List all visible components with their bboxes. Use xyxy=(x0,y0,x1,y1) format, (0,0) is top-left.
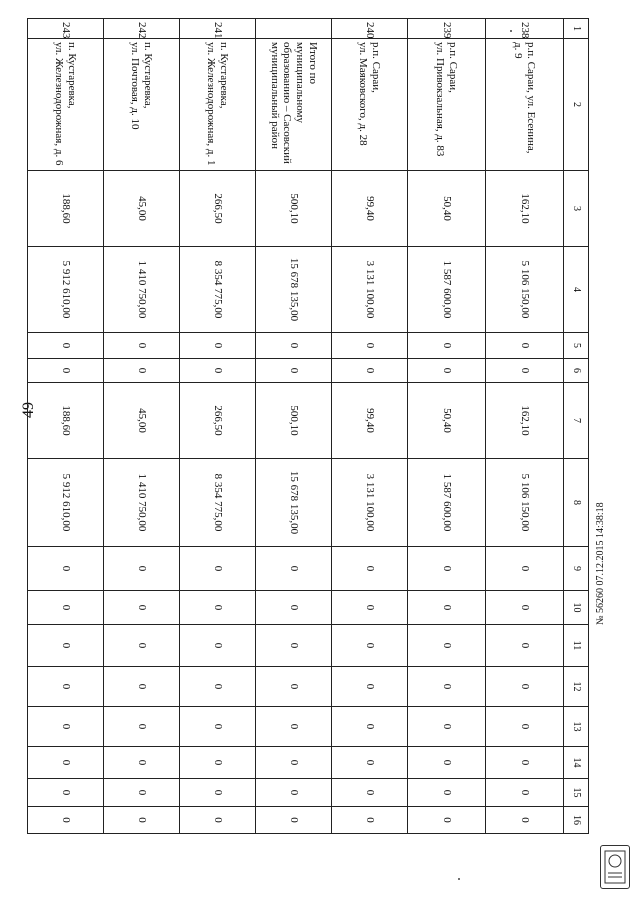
area: 45,00 xyxy=(104,171,180,247)
address: п. Кустаревка, ул. Железнодорожная, д. 1 xyxy=(180,39,256,171)
area: 500,10 xyxy=(256,171,332,247)
cell-value: 0 xyxy=(28,591,104,625)
sum: 8 354 775,00 xyxy=(180,247,256,333)
table-row xyxy=(256,19,332,834)
column-number: 12 xyxy=(564,667,589,707)
cell-value: 0 xyxy=(104,747,180,779)
cell-value: 0 xyxy=(332,359,408,383)
sum: 5 106 150,00 xyxy=(486,459,564,547)
cell-value: 0 xyxy=(180,707,256,747)
table-row xyxy=(104,19,180,834)
cell-value: 0 xyxy=(104,779,180,807)
area: 188,60 xyxy=(28,171,104,247)
cell-value: 0 xyxy=(332,747,408,779)
cell-value: 0 xyxy=(28,333,104,359)
cell-value: 0 xyxy=(332,333,408,359)
cell-value: 0 xyxy=(486,707,564,747)
cell-value: 0 xyxy=(408,779,486,807)
cell-value: 0 xyxy=(332,667,408,707)
address: п. Кустаревка, ул. Почтовая, д. 10 xyxy=(104,39,180,171)
sum: 3 131 100,00 xyxy=(332,247,408,333)
column-number: 11 xyxy=(564,625,589,667)
column-number: 15 xyxy=(564,779,589,807)
cell-value: 0 xyxy=(486,359,564,383)
sum: 5 106 150,00 xyxy=(486,247,564,333)
cell-value: 0 xyxy=(408,747,486,779)
cell-value: 0 xyxy=(28,667,104,707)
area: 266,50 xyxy=(180,171,256,247)
cell-value: 0 xyxy=(180,591,256,625)
cell-value: 0 xyxy=(332,591,408,625)
area: 45,00 xyxy=(104,383,180,459)
scan-speck xyxy=(458,878,460,880)
sum: 1 410 750,00 xyxy=(104,247,180,333)
column-number: 3 xyxy=(564,171,589,247)
row-number: 240 xyxy=(332,19,408,39)
row-number: 242 xyxy=(104,19,180,39)
cell-value: 0 xyxy=(408,667,486,707)
column-number: 1 xyxy=(564,19,589,39)
cell-value: 0 xyxy=(256,359,332,383)
column-number: 2 xyxy=(564,39,589,171)
cell-value: 0 xyxy=(104,807,180,834)
table-row xyxy=(408,19,486,834)
address: р.п. Сараи, ул. Есенина, д. 9 xyxy=(486,39,564,171)
address: п. Кустаревка, ул. Железнодорожная, д. 6 xyxy=(28,39,104,171)
sum: 1 587 600,00 xyxy=(408,247,486,333)
cell-value: 0 xyxy=(486,779,564,807)
table-row xyxy=(486,19,564,834)
row-number: 239 xyxy=(408,19,486,39)
cell-value: 0 xyxy=(180,747,256,779)
cell-value: 0 xyxy=(332,625,408,667)
cell-value: 0 xyxy=(28,747,104,779)
cell-value: 0 xyxy=(28,359,104,383)
cell-value: 0 xyxy=(104,591,180,625)
cell-value: 0 xyxy=(180,779,256,807)
cell-value: 0 xyxy=(104,359,180,383)
table-row xyxy=(28,19,104,834)
cell-value: 0 xyxy=(332,547,408,591)
sum: 3 131 100,00 xyxy=(332,459,408,547)
cell-value: 0 xyxy=(408,625,486,667)
column-number: 8 xyxy=(564,459,589,547)
cell-value: 0 xyxy=(28,807,104,834)
row-number: 241 xyxy=(180,19,256,39)
cell-value: 0 xyxy=(180,667,256,707)
cell-value: 0 xyxy=(180,625,256,667)
column-number: 6 xyxy=(564,359,589,383)
area: 266,50 xyxy=(180,383,256,459)
area: 99,40 xyxy=(332,383,408,459)
cell-value: 0 xyxy=(104,667,180,707)
cell-value: 0 xyxy=(256,547,332,591)
cell-value: 0 xyxy=(486,667,564,707)
address: р.п. Сараи, ул. Привокзальная, д. 83 xyxy=(408,39,486,171)
cell-value: 0 xyxy=(28,707,104,747)
cell-value: 0 xyxy=(256,667,332,707)
cell-value: 0 xyxy=(28,547,104,591)
sum: 1 410 750,00 xyxy=(104,459,180,547)
cell-value: 0 xyxy=(408,707,486,747)
column-number: 10 xyxy=(564,591,589,625)
area: 99,40 xyxy=(332,171,408,247)
cell-value: 0 xyxy=(256,807,332,834)
cell-value: 0 xyxy=(332,807,408,834)
cell-value: 0 xyxy=(180,359,256,383)
cell-value: 0 xyxy=(486,747,564,779)
area: 50,40 xyxy=(408,171,486,247)
column-number: 5 xyxy=(564,333,589,359)
sum: 15 678 135,00 xyxy=(256,247,332,333)
address: Итого по муниципальному образованию – Сасовский муниципальный район xyxy=(256,39,332,171)
cell-value: 0 xyxy=(256,625,332,667)
row-number: 243 xyxy=(28,19,104,39)
cell-value: 0 xyxy=(486,625,564,667)
cell-value: 0 xyxy=(180,807,256,834)
area: 50,40 xyxy=(408,383,486,459)
cell-value: 0 xyxy=(180,333,256,359)
column-number: 16 xyxy=(564,807,589,834)
cell-value: 0 xyxy=(104,707,180,747)
column-number: 13 xyxy=(564,707,589,747)
stamp-icon xyxy=(600,845,630,889)
cell-value: 0 xyxy=(486,591,564,625)
cell-value: 0 xyxy=(180,547,256,591)
scan-speck xyxy=(510,30,512,32)
row-number: 238 xyxy=(486,19,564,39)
cell-value: 0 xyxy=(104,547,180,591)
sum: 5 912 610,00 xyxy=(28,459,104,547)
area: 162,10 xyxy=(486,171,564,247)
area: 500,10 xyxy=(256,383,332,459)
rotated-table-container xyxy=(53,18,589,833)
cell-value: 0 xyxy=(256,333,332,359)
table-row xyxy=(180,19,256,834)
sum: 8 354 775,00 xyxy=(180,459,256,547)
cell-value: 0 xyxy=(256,707,332,747)
area: 188,60 xyxy=(28,383,104,459)
table-row xyxy=(332,19,408,834)
column-number: 7 xyxy=(564,383,589,459)
row-number xyxy=(256,19,332,39)
cell-value: 0 xyxy=(256,591,332,625)
cell-value: 0 xyxy=(256,779,332,807)
cell-value: 0 xyxy=(332,707,408,747)
cell-value: 0 xyxy=(28,779,104,807)
cell-value: 0 xyxy=(486,333,564,359)
sum: 5 912 610,00 xyxy=(28,247,104,333)
cell-value: 0 xyxy=(104,333,180,359)
area: 162,10 xyxy=(486,383,564,459)
cell-value: 0 xyxy=(486,807,564,834)
cell-value: 0 xyxy=(408,547,486,591)
address: р.п. Сараи, ул. Маяковского, д. 28 xyxy=(332,39,408,171)
column-number: 4 xyxy=(564,247,589,333)
register-table xyxy=(27,18,589,834)
cell-value: 0 xyxy=(408,359,486,383)
sum: 15 678 135,00 xyxy=(256,459,332,547)
sum: 1 587 600,00 xyxy=(408,459,486,547)
column-number: 9 xyxy=(564,547,589,591)
column-number-row xyxy=(564,19,589,834)
cell-value: 0 xyxy=(28,625,104,667)
cell-value: 0 xyxy=(408,807,486,834)
cell-value: 0 xyxy=(332,779,408,807)
registration-footer: № 56260 07.12.2015 14:38:18 xyxy=(595,502,606,625)
cell-value: 0 xyxy=(408,333,486,359)
cell-value: 0 xyxy=(104,625,180,667)
cell-value: 0 xyxy=(486,547,564,591)
page-number: 49 xyxy=(20,402,37,418)
cell-value: 0 xyxy=(408,591,486,625)
column-number: 14 xyxy=(564,747,589,779)
cell-value: 0 xyxy=(256,747,332,779)
